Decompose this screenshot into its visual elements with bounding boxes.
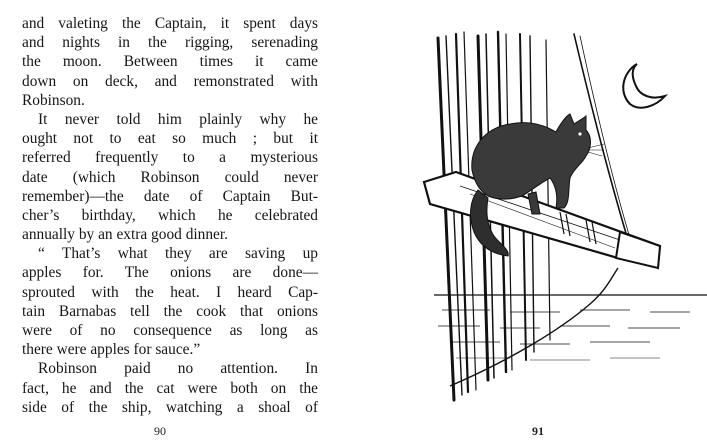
text-line: apples for. The onions are done— [22,264,318,282]
text-line: referred frequently to a mysterious [22,149,318,167]
text-line: ought not to eat so much ; but it [22,130,318,148]
cat-on-yardarm-illustration [360,0,707,420]
text-line: date (which Robinson could never [22,168,318,186]
page-number-left: 90 [154,424,166,438]
text-line: the moon. Between times it came [22,53,318,71]
text-line: “ That’s what they are saving up [38,245,318,263]
text-line: there were apples for sauce.” [22,341,201,359]
text-line: remember)—the date of Captain But- [22,187,318,205]
text-line: annually by an extra good dinner. [22,226,229,244]
text-line: and valeting the Captain, it spent days [22,15,318,32]
text-line: down on deck, and remonstrated with [22,72,318,90]
text-line: cher’s birthday, which he celebrated [22,206,318,224]
page-number-right: 91 [532,424,544,438]
text-line: side of the ship, watching a shoal of [22,398,318,416]
text-line: and nights in the rigging, serenading [22,34,318,52]
text-line: were of no consequence as long as [22,322,318,339]
body-text [22,14,318,417]
text-line: tain Barnabas tell the cook that onions [22,302,318,320]
text-line: Robinson. [22,91,85,109]
right-page [360,0,707,446]
text-line: Robinson paid no attention. In [38,360,318,378]
text-line: It never told him plainly why he [38,110,318,128]
text-line: fact, he and the cat were both on the [22,379,318,397]
text-line: sprouted with the heat. I heard Cap- [22,283,318,301]
left-page [0,0,345,446]
